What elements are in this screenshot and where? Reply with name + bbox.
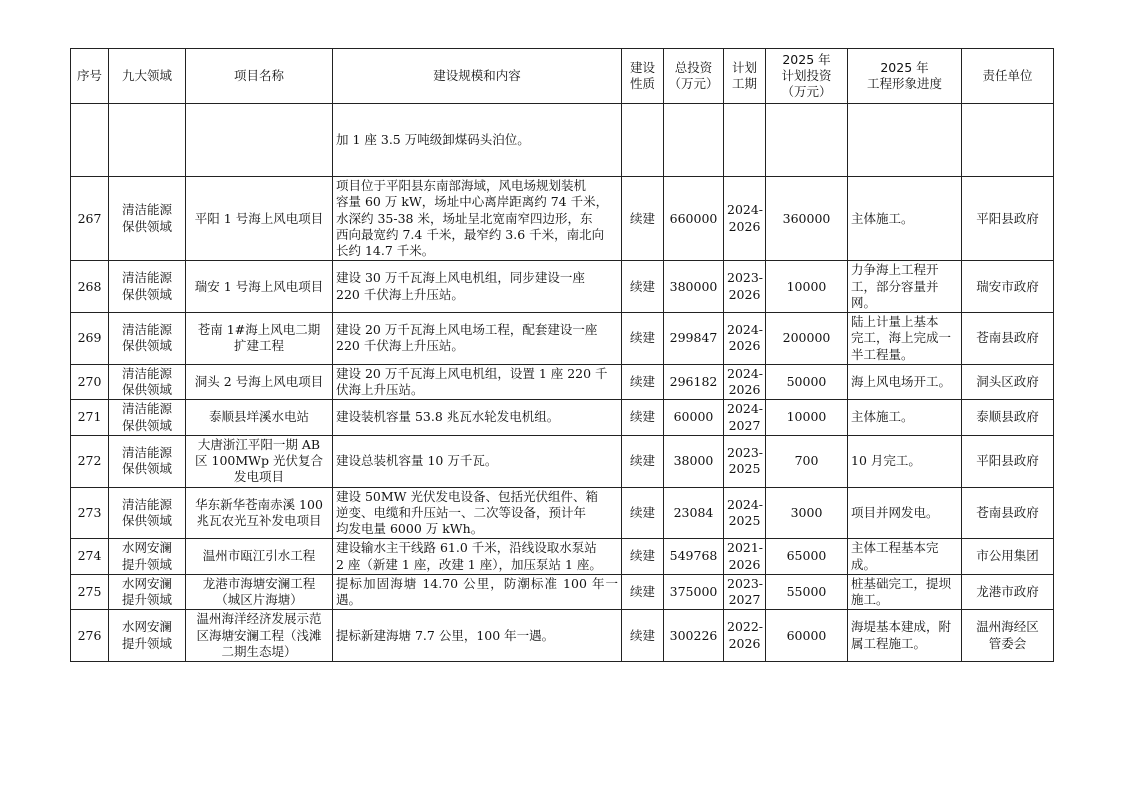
cell-responsible-unit: 平阳县政府 [962,177,1054,261]
cell-content: 建设总装机容量 10 万千瓦。 [333,435,622,487]
table-row [71,574,1054,610]
header-responsible-unit: 责任单位 [962,49,1054,104]
cell-domain: 清洁能源 保供领域 [109,487,186,539]
cell-period: 2024- 2025 [724,487,766,539]
cell-nature: 续建 [622,313,664,365]
cell-domain: 水网安澜 提升领域 [109,539,186,575]
cell-plan-2025: 360000 [766,177,848,261]
cell-plan-2025: 3000 [766,487,848,539]
table-row [71,610,1054,662]
table-row [71,400,1054,436]
cell-plan-2025: 200000 [766,313,848,365]
cell-total-investment: 300226 [664,610,724,662]
cell-responsible-unit: 平阳县政府 [962,435,1054,487]
header-plan-2025: 2025 年 计划投资 （万元） [766,49,848,104]
cell-progress: 主体施工。 [848,177,962,261]
cell-period: 2024- 2027 [724,400,766,436]
cell-progress: 力争海上工程开 工，部分容量并 网。 [848,261,962,313]
table-row [71,435,1054,487]
cell-plan-2025: 60000 [766,610,848,662]
cell-no: 267 [71,177,109,261]
cell-empty [766,104,848,177]
cell-nature: 续建 [622,364,664,400]
cell-progress: 10 月完工。 [848,435,962,487]
cell-empty [71,104,109,177]
cell-content: 建设 20 万千瓦海上风电场工程，配套建设一座 220 千伏海上升压站。 [333,313,622,365]
project-table [70,48,1054,662]
cell-responsible-unit: 泰顺县政府 [962,400,1054,436]
cell-content: 提标加固海塘 14.70 公里，防潮标准 100 年一遇。 [333,574,622,610]
cell-nature: 续建 [622,400,664,436]
cell-domain: 清洁能源 保供领域 [109,177,186,261]
cell-nature: 续建 [622,574,664,610]
cell-content: 提标新建海塘 7.7 公里，100 年一遇。 [333,610,622,662]
header-total-investment: 总投资 （万元） [664,49,724,104]
cell-progress: 海上风电场开工。 [848,364,962,400]
cell-nature: 续建 [622,177,664,261]
cell-nature: 续建 [622,487,664,539]
cell-period: 2023- 2026 [724,261,766,313]
cell-empty [848,104,962,177]
header-domain: 九大领域 [109,49,186,104]
cell-empty [109,104,186,177]
cell-project-name: 温州市瓯江引水工程 [186,539,333,575]
cell-domain: 水网安澜 提升领域 [109,610,186,662]
cell-plan-2025: 10000 [766,400,848,436]
cell-no: 268 [71,261,109,313]
cell-nature: 续建 [622,435,664,487]
cell-total-investment: 375000 [664,574,724,610]
cell-nature: 续建 [622,261,664,313]
cell-nature: 续建 [622,610,664,662]
cell-progress: 桩基础完工，提坝 施工。 [848,574,962,610]
table-row [71,364,1054,400]
cell-total-investment: 23084 [664,487,724,539]
cell-no: 271 [71,400,109,436]
cell-plan-2025: 50000 [766,364,848,400]
cell-no: 276 [71,610,109,662]
header-period: 计划 工期 [724,49,766,104]
cell-responsible-unit: 瑞安市政府 [962,261,1054,313]
cell-domain: 清洁能源 保供领域 [109,364,186,400]
cell-project-name: 平阳 1 号海上风电项目 [186,177,333,261]
table-row [71,177,1054,261]
cell-project-name: 大唐浙江平阳一期 AB 区 100MWp 光伏复合 发电项目 [186,435,333,487]
cell-project-name: 龙港市海塘安澜工程 （城区片海塘） [186,574,333,610]
cell-plan-2025: 55000 [766,574,848,610]
header-progress-2025: 2025 年 工程形象进度 [848,49,962,104]
cell-progress: 海堤基本建成，附 属工程施工。 [848,610,962,662]
cell-empty [622,104,664,177]
cell-progress: 项目并网发电。 [848,487,962,539]
cell-no: 275 [71,574,109,610]
cell-domain: 清洁能源 保供领域 [109,313,186,365]
cell-responsible-unit: 苍南县政府 [962,487,1054,539]
cell-empty [664,104,724,177]
header-row [71,49,1054,104]
cell-content: 建设 20 万千瓦海上风电机组，设置 1 座 220 千 伏海上升压站。 [333,364,622,400]
cell-progress: 陆上计量上基本 完工，海上完成一 半工程量。 [848,313,962,365]
continuation-row [71,104,1054,177]
cell-content: 建设 30 万千瓦海上风电机组，同步建设一座 220 千伏海上升压站。 [333,261,622,313]
table-row [71,487,1054,539]
table-row [71,313,1054,365]
cell-empty [724,104,766,177]
cell-project-name: 温州海洋经济发展示范 区海塘安澜工程（浅滩 二期生态堤） [186,610,333,662]
cell-total-investment: 60000 [664,400,724,436]
cell-no: 274 [71,539,109,575]
cell-period: 2024- 2026 [724,177,766,261]
cell-domain: 清洁能源 保供领域 [109,400,186,436]
cell-empty [186,104,333,177]
cell-responsible-unit: 市公用集团 [962,539,1054,575]
cell-nature: 续建 [622,539,664,575]
header-project-name: 项目名称 [186,49,333,104]
cell-total-investment: 299847 [664,313,724,365]
cell-plan-2025: 65000 [766,539,848,575]
cell-period: 2024- 2026 [724,313,766,365]
cell-total-investment: 660000 [664,177,724,261]
cell-project-name: 华东新华苍南赤溪 100 兆瓦农光互补发电项目 [186,487,333,539]
cell-responsible-unit: 龙港市政府 [962,574,1054,610]
cell-period: 2024- 2026 [724,364,766,400]
cell-total-investment: 380000 [664,261,724,313]
cell-content: 建设输水主干线路 61.0 千米，沿线设取水泵站 2 座（新建 1 座，改建 1 座），加压泵站 1 座。 [333,539,622,575]
cell-period: 2023- 2027 [724,574,766,610]
cell-no: 270 [71,364,109,400]
cell-project-name: 瑞安 1 号海上风电项目 [186,261,333,313]
cell-domain: 清洁能源 保供领域 [109,435,186,487]
cell-plan-2025: 10000 [766,261,848,313]
cell-period: 2022- 2026 [724,610,766,662]
table-row [71,539,1054,575]
cell-progress: 主体工程基本完 成。 [848,539,962,575]
cell-total-investment: 549768 [664,539,724,575]
cell-no: 269 [71,313,109,365]
header-no: 序号 [71,49,109,104]
cell-domain: 清洁能源 保供领域 [109,261,186,313]
cell-no: 272 [71,435,109,487]
header-content: 建设规模和内容 [333,49,622,104]
cell-project-name: 洞头 2 号海上风电项目 [186,364,333,400]
cell-content: 项目位于平阳县东南部海域，风电场规划装机 容量 60 万 kW，场址中心离岸距离约 74 千米， 水深约 35-38 米，场址呈北宽南窄四边形，东 西向最宽约 7.4 千米，最窄约 3.6 千米，南北向 长约 14.7 千米。 [333,177,622,261]
cell-period: 2023- 2025 [724,435,766,487]
cell-responsible-unit: 洞头区政府 [962,364,1054,400]
cell-empty [962,104,1054,177]
cell-content: 建设 50MW 光伏发电设备、包括光伏组件、箱 逆变、电缆和升压站一、二次等设备，预计年 均发电量 6000 万 kWh。 [333,487,622,539]
cell-responsible-unit: 苍南县政府 [962,313,1054,365]
cell-total-investment: 38000 [664,435,724,487]
cell-project-name: 泰顺县垟溪水电站 [186,400,333,436]
table-row [71,261,1054,313]
cell-total-investment: 296182 [664,364,724,400]
cell-content: 加 1 座 3.5 万吨级卸煤码头泊位。 [333,104,622,177]
cell-domain: 水网安澜 提升领域 [109,574,186,610]
header-nature: 建设 性质 [622,49,664,104]
cell-plan-2025: 700 [766,435,848,487]
cell-period: 2021- 2026 [724,539,766,575]
cell-project-name: 苍南 1#海上风电二期 扩建工程 [186,313,333,365]
cell-progress: 主体施工。 [848,400,962,436]
cell-responsible-unit: 温州海经区 管委会 [962,610,1054,662]
cell-content: 建设装机容量 53.8 兆瓦水轮发电机组。 [333,400,622,436]
cell-no: 273 [71,487,109,539]
